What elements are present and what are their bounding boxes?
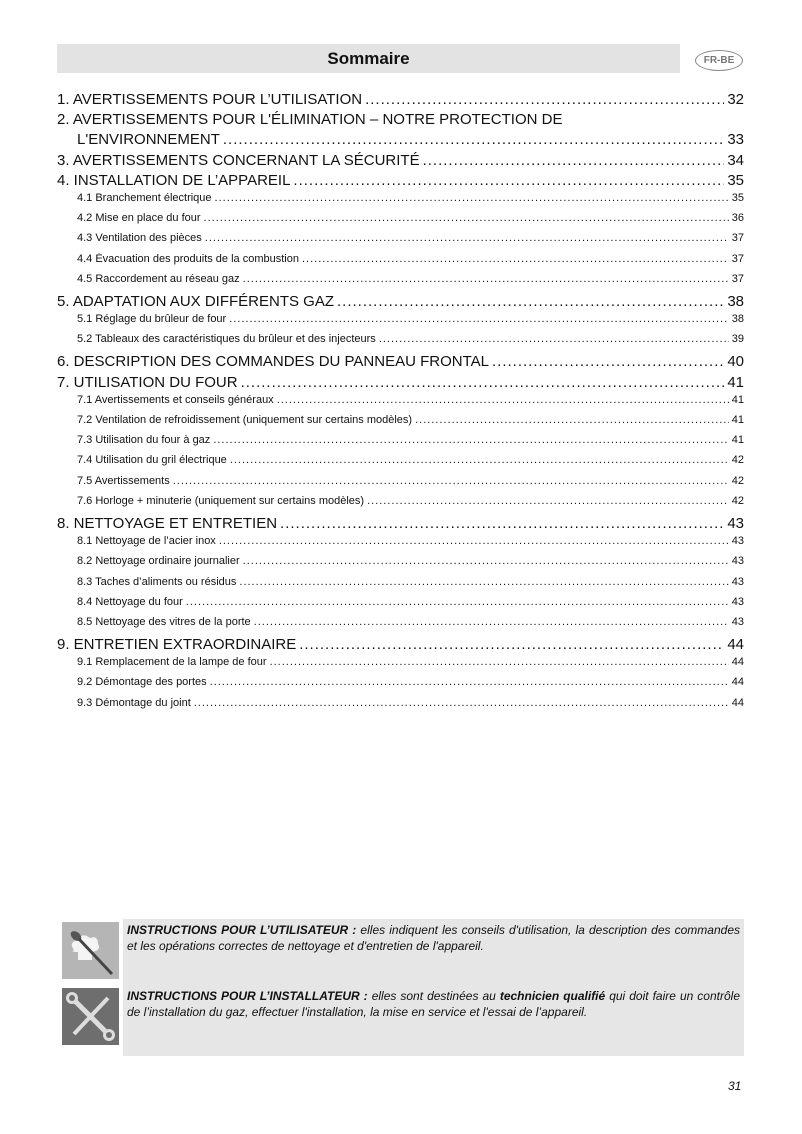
toc-entry-title: 4. INSTALLATION DE L’APPAREIL: [57, 171, 291, 189]
user-instructions-text: [123, 919, 744, 990]
toc-entry[interactable]: [57, 293, 744, 313]
toc-entry-page: 43: [731, 535, 744, 548]
chef-spoon-icon: [62, 922, 119, 979]
dot-leader: [186, 596, 729, 608]
toc-entry-page: 43: [731, 595, 744, 608]
toc-entry[interactable]: [57, 434, 744, 454]
dot-leader: [204, 212, 729, 224]
toc-entry[interactable]: [57, 131, 744, 151]
toc-entry-title: 7.6 Horloge + minuterie (uniquement sur certains modèles): [77, 494, 365, 507]
toc-entry-title: 8.2 Nettoyage ordinaire journalier: [77, 555, 240, 568]
toc-entry[interactable]: [57, 192, 744, 212]
toc-entry-page: 44: [727, 636, 744, 654]
toc-entry[interactable]: [57, 313, 744, 333]
toc-entry[interactable]: [57, 555, 744, 575]
toc-entry-title: 7.3 Utilisation du four à gaz: [77, 434, 211, 447]
toc-entry-page: 37: [731, 252, 744, 265]
toc-entry-title: 3. AVERTISSEMENTS CONCERNANT LA SÉCURITÉ: [57, 151, 420, 169]
toc-entry[interactable]: [57, 152, 744, 172]
toc-entry[interactable]: [57, 353, 744, 373]
dot-leader: [223, 131, 724, 148]
dot-leader: [230, 454, 729, 466]
toc-entry[interactable]: [57, 333, 744, 353]
dot-leader: [280, 515, 724, 532]
wrench-screwdriver-icon: [62, 988, 119, 1045]
dot-leader: [415, 414, 729, 426]
toc-entry-page: 44: [731, 656, 744, 669]
toc-entry-title: 4.5 Raccordement au réseau gaz: [77, 272, 240, 285]
toc-entry-page: 41: [731, 434, 744, 447]
toc-entry-title: 9.2 Démontage des portes: [77, 676, 207, 689]
dot-leader: [492, 353, 724, 370]
toc-entry-page: 37: [731, 232, 744, 245]
toc-entry[interactable]: [57, 616, 744, 636]
toc-entry-page: 39: [731, 333, 744, 346]
dot-leader: [241, 374, 725, 391]
toc-entry[interactable]: [57, 394, 744, 414]
dot-leader: [219, 535, 729, 547]
toc-entry-title: 5. ADAPTATION AUX DIFFÉRENTS GAZ: [57, 292, 334, 310]
installer-instructions-text: [123, 985, 744, 1056]
dot-leader: [277, 394, 729, 406]
toc-entry-title: 7. UTILISATION DU FOUR: [57, 373, 238, 391]
toc-entry-page: 36: [731, 212, 744, 225]
dot-leader: [243, 273, 729, 285]
toc-entry[interactable]: [57, 454, 744, 474]
toc-entry[interactable]: [57, 91, 744, 111]
toc-entry-page: 42: [731, 474, 744, 487]
toc-entry[interactable]: [57, 576, 744, 596]
toc-entry-title: 7.1 Avertissements et conseils généraux: [77, 393, 274, 406]
toc-entry-page: 34: [727, 151, 744, 169]
toc-entry-page: 37: [731, 272, 744, 285]
toc-entry-title: 8.1 Nettoyage de l’acier inox: [77, 535, 216, 548]
toc-entry-page: 42: [731, 454, 744, 467]
dot-leader: [270, 656, 729, 668]
toc-entry-title: 8.4 Nettoyage du four: [77, 595, 183, 608]
dot-leader: [367, 495, 729, 507]
dot-leader: [299, 636, 724, 653]
toc-entry-title: 4.2 Mise en place du four: [77, 212, 201, 225]
toc-entry[interactable]: [57, 697, 744, 717]
language-badge: FR-BE: [695, 50, 743, 71]
toc-entry-page: 42: [731, 494, 744, 507]
toc-entry-page: 41: [727, 373, 744, 391]
toc-entry-title: 5.1 Réglage du brûleur de four: [77, 313, 227, 326]
dot-leader: [229, 313, 729, 325]
toc-entry[interactable]: [57, 676, 744, 696]
note-label: INSTRUCTIONS POUR L’INSTALLATEUR :: [127, 989, 368, 1003]
dot-leader: [213, 434, 728, 446]
toc-entry-title: 4.3 Ventilation des pièces: [77, 232, 202, 245]
toc-entry-title: 6. DESCRIPTION DES COMMANDES DU PANNEAU FRONTAL: [57, 353, 489, 371]
toc-entry-page: 35: [731, 191, 744, 204]
toc-entry-page: 43: [731, 555, 744, 568]
toc-entry-title: 8.3 Taches d’aliments ou résidus: [77, 575, 237, 588]
dot-leader: [365, 91, 724, 108]
note-label: INSTRUCTIONS POUR L’UTILISATEUR :: [127, 923, 357, 937]
toc-entry-page: 43: [731, 615, 744, 628]
toc-entry-title: 4.4 Évacuation des produits de la combustion: [77, 252, 299, 265]
dot-leader: [337, 293, 724, 310]
dot-leader: [302, 253, 729, 265]
toc-entry-title: 2. AVERTISSEMENTS POUR L'ÉLIMINATION – NOTRE PROTECTION DE: [57, 111, 563, 129]
dot-leader: [254, 616, 729, 628]
toc-entry[interactable]: [57, 475, 744, 495]
dot-leader: [293, 172, 724, 189]
page-title: Sommaire: [57, 44, 680, 73]
toc-entry-page: 33: [727, 131, 744, 149]
toc-entry-title: 1. AVERTISSEMENTS POUR L’UTILISATION: [57, 91, 363, 108]
dot-leader: [239, 576, 728, 588]
toc-entry-title: 9.3 Démontage du joint: [77, 696, 191, 709]
toc-entry-title: 5.2 Tableaux des caractéristiques du brûleur et des injecteurs: [77, 333, 376, 346]
toc-entry[interactable]: [57, 111, 744, 131]
table-of-contents: [57, 91, 744, 717]
toc-entry-page: 44: [731, 696, 744, 709]
dot-leader: [205, 232, 729, 244]
dot-leader: [379, 333, 729, 345]
toc-entry[interactable]: [57, 495, 744, 515]
toc-entry-page: 38: [727, 292, 744, 310]
toc-entry[interactable]: [57, 172, 744, 192]
toc-entry-page: 43: [731, 575, 744, 588]
toc-entry-title: 7.5 Avertissements: [77, 474, 170, 487]
toc-entry[interactable]: [57, 656, 744, 676]
note-text: elles sont destinées au: [367, 989, 500, 1003]
toc-entry-page: 41: [731, 414, 744, 426]
toc-entry-page: 38: [731, 313, 744, 326]
note-text: qui doit faire un contrôle de l’installation du gaz, effectuer l'installation, la mise en service et l'essai de l’appareil.: [127, 989, 740, 1019]
toc-entry[interactable]: [57, 414, 744, 434]
toc-entry[interactable]: [57, 253, 744, 273]
toc-entry[interactable]: [57, 212, 744, 232]
toc-entry-page: 44: [731, 676, 744, 689]
toc-entry-title: 9.1 Remplacement de la lampe de four: [77, 656, 267, 669]
toc-entry-title: 9. ENTRETIEN EXTRAORDINAIRE: [57, 636, 297, 654]
toc-entry-title: L'ENVIRONNEMENT: [77, 131, 220, 149]
toc-entry-title: 8.5 Nettoyage des vitres de la porte: [77, 615, 251, 628]
toc-entry-title: 4.1 Branchement électrique: [77, 191, 212, 204]
dot-leader: [215, 192, 729, 204]
toc-entry[interactable]: [57, 232, 744, 252]
toc-entry[interactable]: [57, 535, 744, 555]
toc-entry-page: 32: [727, 91, 744, 108]
toc-entry-page: 35: [727, 171, 744, 189]
note-text: elles indiquent les conseils d'utilisation, la description des commandes et les opérations correctes de nettoyage et d'entretien de l'appareil.: [127, 923, 740, 953]
dot-leader: [173, 475, 729, 487]
dot-leader: [194, 697, 729, 709]
toc-entry[interactable]: [57, 515, 744, 535]
toc-entry-page: 40: [727, 353, 744, 371]
note-emphasis: technicien qualifié: [499, 989, 606, 1003]
dot-leader: [210, 676, 729, 688]
toc-entry[interactable]: [57, 374, 744, 394]
toc-entry-page: 41: [731, 393, 744, 406]
dot-leader: [423, 152, 725, 169]
toc-entry[interactable]: [57, 596, 744, 616]
dot-leader: [243, 555, 729, 567]
toc-entry-title: 8. NETTOYAGE ET ENTRETIEN: [57, 514, 278, 532]
toc-entry[interactable]: [57, 273, 744, 293]
page-number: 31: [728, 1079, 742, 1093]
toc-entry-page: 43: [727, 514, 744, 532]
toc-entry-title: 7.4 Utilisation du gril électrique: [77, 454, 227, 467]
toc-entry[interactable]: [57, 636, 744, 656]
toc-entry-title: 7.2 Ventilation de refroidissement (uniquement sur certains modèles): [77, 414, 413, 426]
